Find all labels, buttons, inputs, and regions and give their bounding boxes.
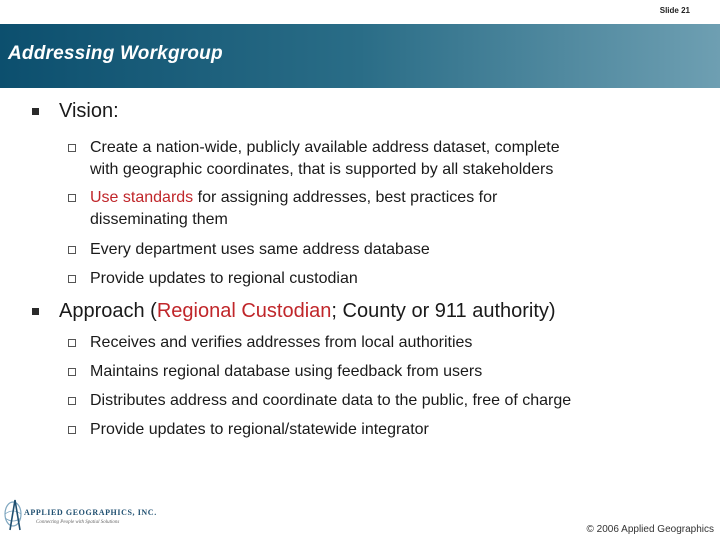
hollow-square-bullet-icon: [68, 368, 76, 376]
square-bullet-icon: [32, 108, 39, 115]
hollow-square-bullet-icon: [68, 144, 76, 152]
logo-tagline: Connecting People with Spatial Solutions: [36, 520, 120, 525]
vision-item-text: Create a nation-wide, publicly available address dataset, complete with geographic coordinates, that is supported by all stakeholders: [90, 139, 560, 178]
hollow-square-bullet-icon: [68, 246, 76, 254]
copyright-notice: © 2006 Applied Geographics: [586, 524, 714, 535]
slide-title: Addressing Workgroup: [8, 43, 223, 64]
vision-heading: Vision:: [59, 100, 119, 122]
highlight-text: Regional Custodian: [156, 300, 332, 322]
vision-item: [68, 268, 358, 290]
approach-item: [68, 332, 472, 354]
company-logo: [2, 494, 162, 536]
hollow-square-bullet-icon: [68, 339, 76, 347]
hollow-square-bullet-icon: [68, 397, 76, 405]
bullet-approach: [32, 300, 556, 323]
approach-item-text: Provide updates to regional/statewide integrator: [90, 421, 429, 438]
approach-item-text: Distributes address and coordinate data to the public, free of charge: [90, 392, 572, 409]
highlight-text: Use standards: [90, 189, 194, 206]
vision-item: [68, 239, 430, 261]
vision-item-text: Provide updates to regional custodian: [90, 270, 358, 287]
square-bullet-icon: [32, 308, 39, 315]
hollow-square-bullet-icon: [68, 275, 76, 283]
approach-item: [68, 419, 429, 441]
approach-item-text: Receives and verifies addresses from local authorities: [90, 334, 473, 351]
bullet-vision: [32, 100, 119, 123]
logo-name: APPLIED GEOGRAPHICS, INC.: [24, 508, 157, 517]
approach-heading: Approach (Regional Custodian; County or 911 authority): [59, 300, 556, 322]
vision-item-text: Every department uses same address database: [90, 241, 430, 258]
approach-item: [68, 390, 571, 412]
approach-item: [68, 361, 482, 383]
hollow-square-bullet-icon: [68, 426, 76, 434]
title-bar: [0, 24, 720, 88]
vision-item-text: Use standards for assigning addresses, best practices for disseminating them: [90, 189, 498, 228]
vision-item: [68, 137, 560, 181]
slide-number: Slide 21: [659, 6, 690, 15]
vision-item: [68, 187, 497, 231]
hollow-square-bullet-icon: [68, 194, 76, 202]
approach-item-text: Maintains regional database using feedback from users: [90, 363, 483, 380]
